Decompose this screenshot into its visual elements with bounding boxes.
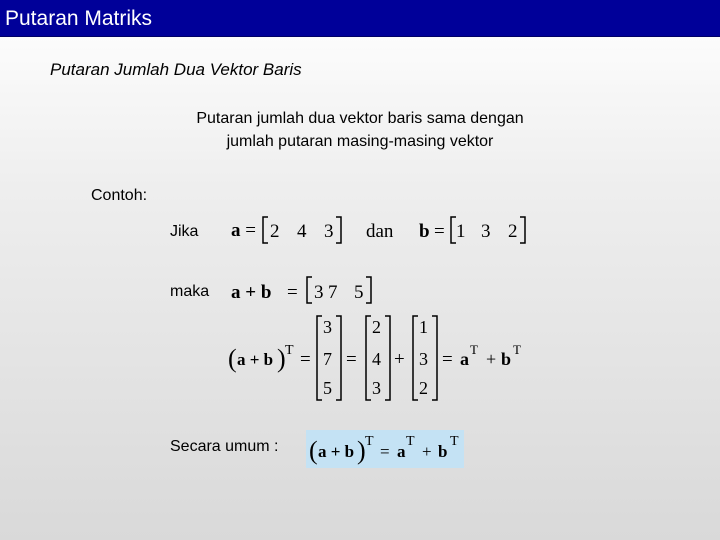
vector-a-entry: 4 <box>297 221 307 242</box>
vector-a-right-bracket <box>336 217 341 243</box>
col-sum-left-bracket <box>317 316 322 400</box>
col-b-entry: 1 <box>419 317 428 337</box>
transpose-superscript: T <box>406 434 415 449</box>
equals-sign: = <box>442 349 453 370</box>
transpose-equation-svg <box>226 312 526 404</box>
sum-entry: 7 <box>328 282 338 303</box>
col-a-entry: 2 <box>372 317 381 337</box>
col-b-left-bracket <box>413 316 418 400</box>
vector-b-name: b <box>419 221 430 242</box>
col-b-right-bracket <box>432 316 437 400</box>
connector-text: dan <box>366 221 394 242</box>
equals-sign: = <box>434 221 445 242</box>
general-label: Secara umum : <box>170 438 279 455</box>
vector-b-entry: 1 <box>456 221 466 242</box>
col-b-entry: 2 <box>419 378 428 398</box>
col-sum-right-bracket <box>336 316 341 400</box>
sum-name: a + b <box>237 350 274 369</box>
vector-a-entry: 3 <box>324 221 334 242</box>
transpose-superscript: T <box>365 434 374 449</box>
example-heading: Contoh: <box>91 187 148 204</box>
slide-title-bar <box>0 0 720 37</box>
transpose-superscript: T <box>285 343 294 358</box>
col-sum-entry: 5 <box>323 378 332 398</box>
vector-a-label: a = <box>231 220 256 241</box>
description-line-2: jumlah putaran masing-masing vektor <box>226 133 494 150</box>
right-paren: ) <box>277 344 286 373</box>
description <box>150 107 570 153</box>
section-subtitle: Putaran Jumlah Dua Vektor Baris <box>50 60 302 79</box>
col-a-entry: 3 <box>372 378 381 398</box>
vector-b-name: b <box>501 349 512 369</box>
sum-right-bracket <box>366 277 371 303</box>
vector-b-entry: 3 <box>481 221 491 242</box>
vector-a-left-bracket <box>263 217 268 243</box>
vector-b-name: b <box>438 442 448 461</box>
vector-a-name: a <box>397 442 406 461</box>
col-sum-entry: 7 <box>323 349 332 369</box>
col-sum-entry: 3 <box>323 317 332 337</box>
plus-sign: + <box>422 442 432 461</box>
sum-entry: 5 <box>354 282 364 303</box>
col-a-left-bracket <box>366 316 371 400</box>
transpose-superscript: T <box>470 342 478 357</box>
equals-sign: = <box>346 349 357 370</box>
col-a-entry: 4 <box>372 349 381 369</box>
description-line-1: Putaran jumlah dua vektor baris sama dengan <box>196 110 524 127</box>
row-vectors-svg <box>260 214 550 246</box>
plus-sign: + <box>394 349 405 370</box>
col-b-entry: 3 <box>419 349 428 369</box>
vector-b-right-bracket <box>520 217 525 243</box>
transpose-superscript: T <box>450 434 459 449</box>
plus-sign: + <box>486 349 497 369</box>
right-paren: ) <box>357 436 366 465</box>
sum-vector-svg <box>228 274 388 306</box>
vector-a-name: a <box>460 349 469 369</box>
equals-sign: = <box>287 282 298 303</box>
equals-sign: = <box>300 349 311 370</box>
slide-title: Putaran Matriks <box>5 7 153 30</box>
left-paren: ( <box>228 344 237 373</box>
vector-b-entry: 2 <box>508 221 518 242</box>
sum-name: a + b <box>318 442 355 461</box>
vector-a-name: a <box>231 220 241 241</box>
general-formula-svg <box>306 430 464 468</box>
sum-left-bracket <box>307 277 312 303</box>
equals-sign: = <box>380 442 390 461</box>
left-paren: ( <box>309 436 318 465</box>
col-a-right-bracket <box>385 316 390 400</box>
sum-name: a + b <box>231 282 272 303</box>
if-label: Jika <box>170 223 199 240</box>
transpose-superscript: T <box>513 342 521 357</box>
sum-entry: 3 <box>314 282 324 303</box>
then-label: maka <box>170 283 210 300</box>
vector-a-entry: 2 <box>270 221 280 242</box>
